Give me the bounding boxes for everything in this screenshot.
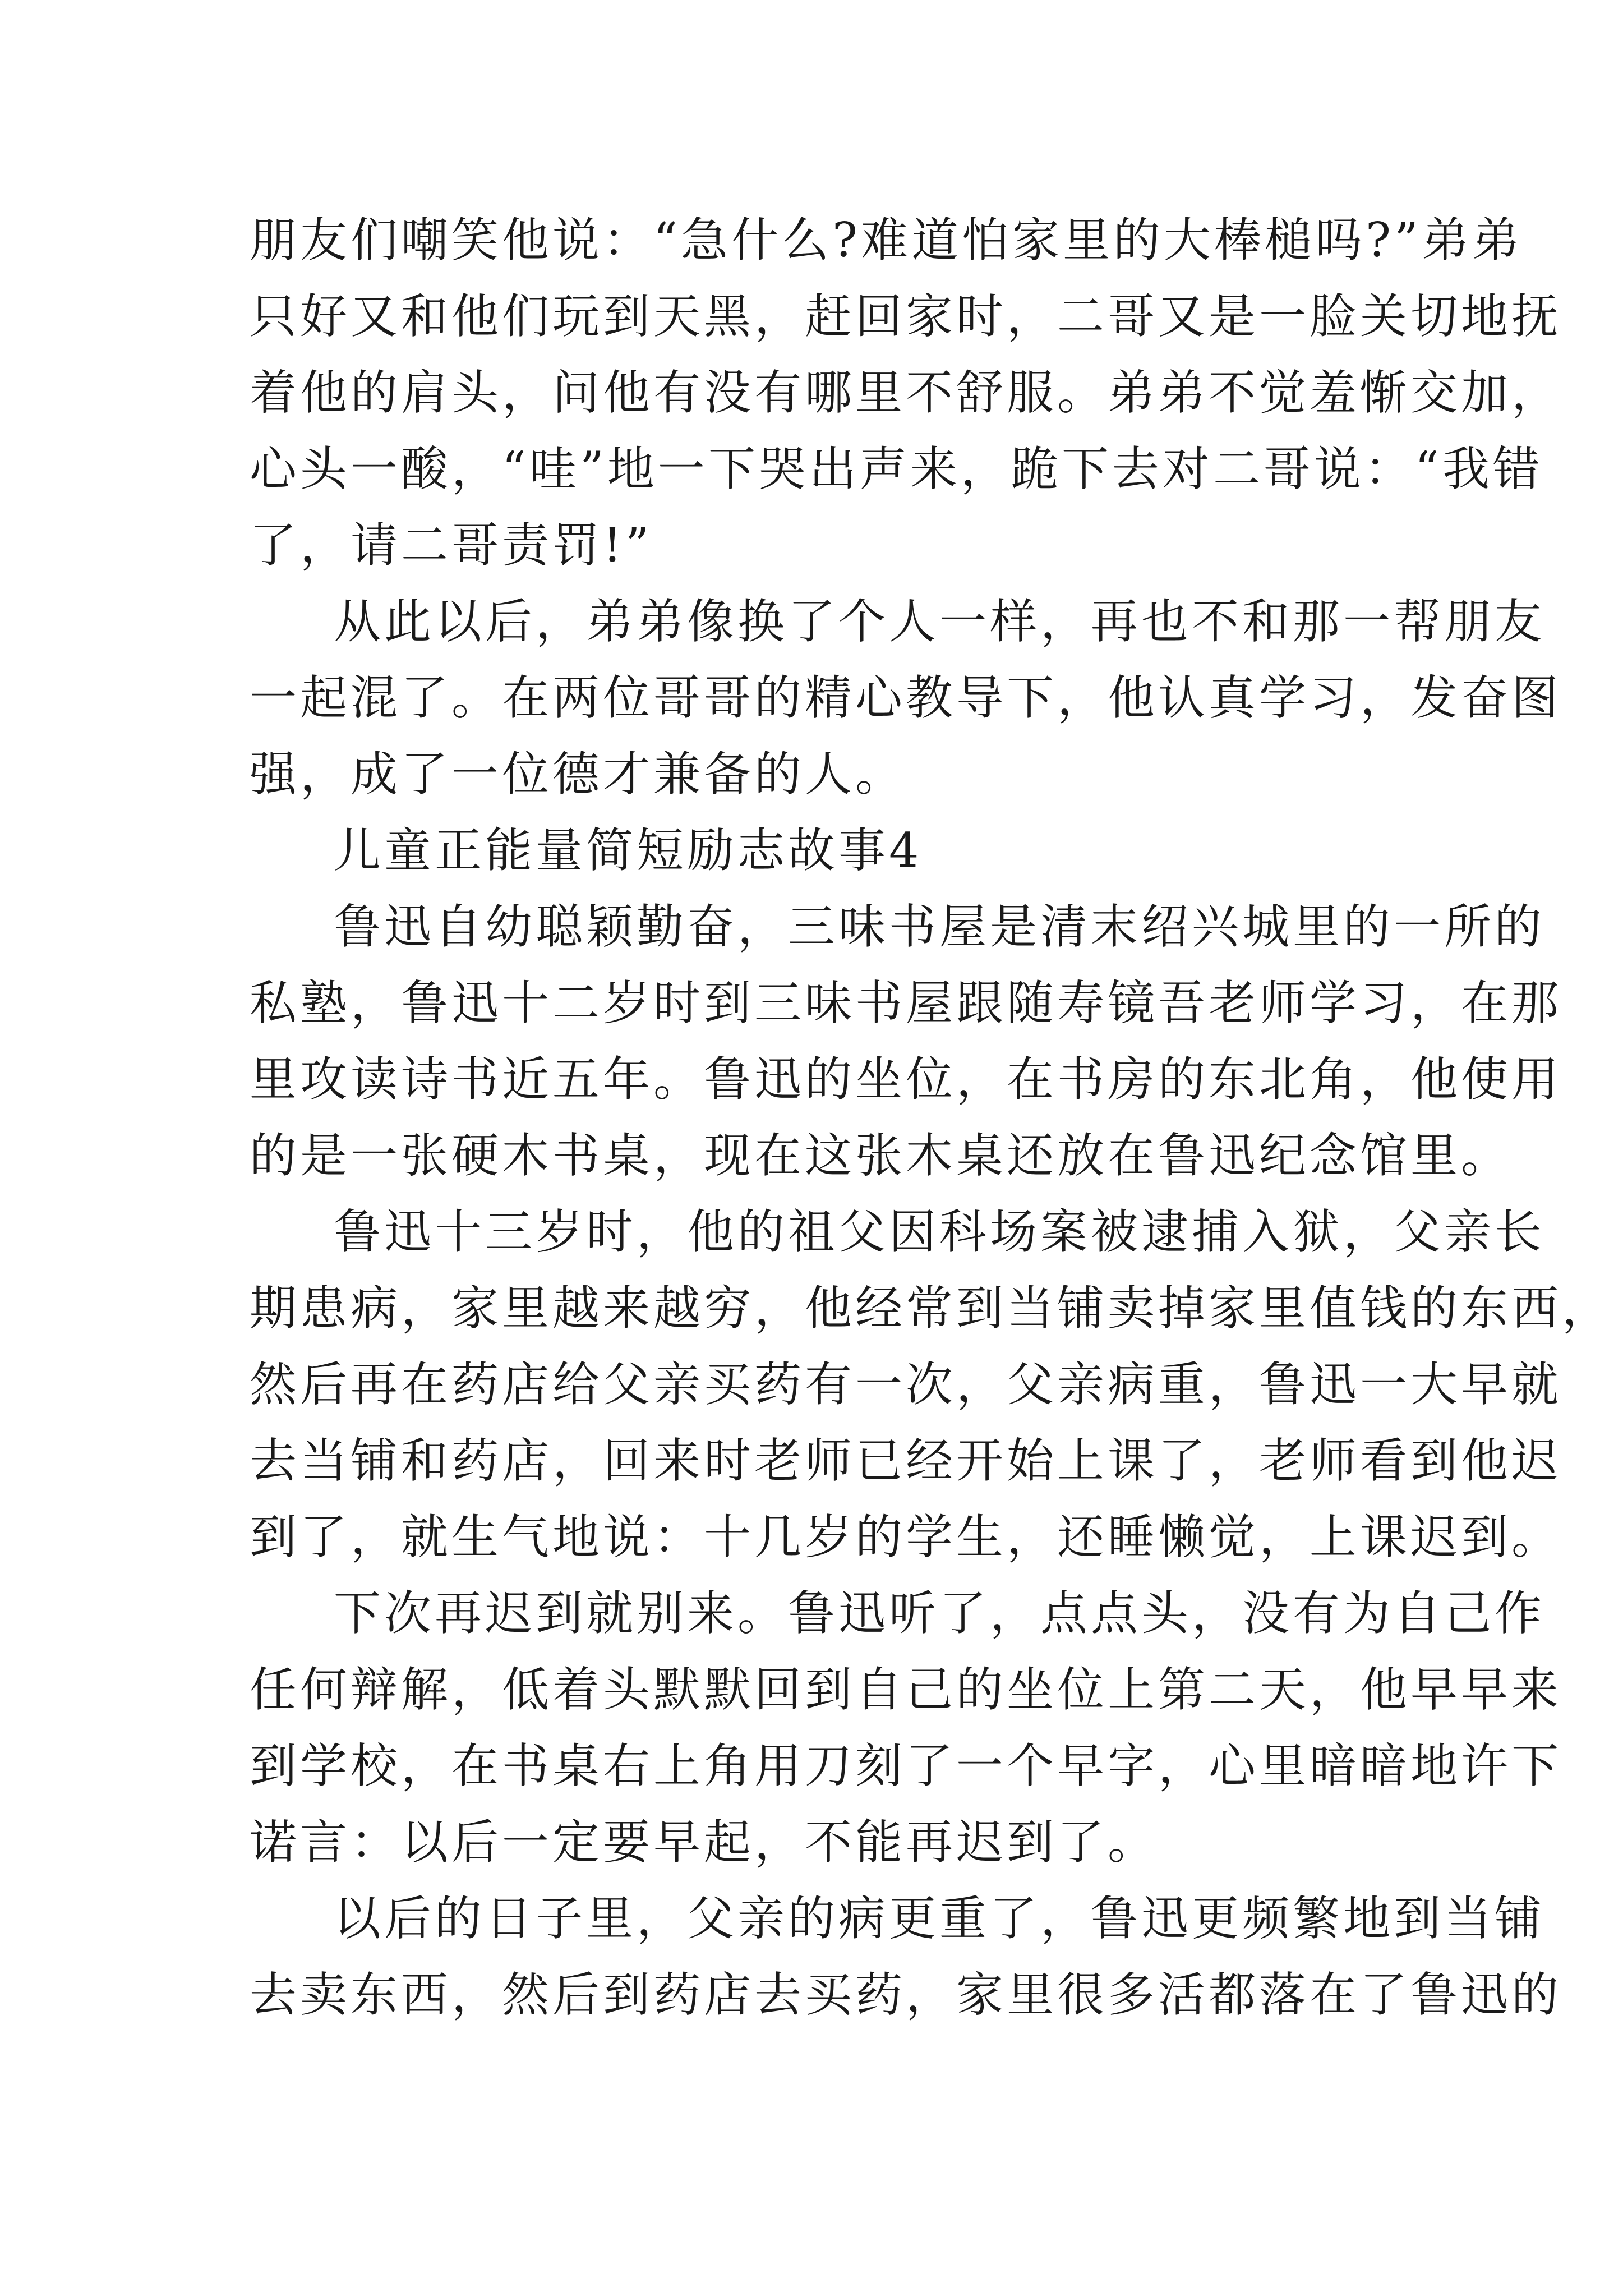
text-line: 任何辩解，低着头默默回到自己的坐位上第二天，他早早来: [250, 1662, 1562, 1717]
paragraph-first-line: 从此以后，弟弟像换了个人一样，再也不和那一帮朋友: [334, 594, 1546, 649]
text-line: 去当铺和药店，回来时老师已经开始上课了，老师看到他迟: [250, 1433, 1562, 1488]
document-body: [250, 202, 1613, 2033]
text-line: 到了，就生气地说：十几岁的学生，还睡懒觉，上课迟到。: [250, 1510, 1562, 1565]
text-line: 朋友们嘲笑他说：“急什么?难道怕家里的大棒槌吗?”弟弟: [250, 213, 1523, 268]
text-line: 私塾，鲁迅十二岁时到三味书屋跟随寿镜吾老师学习，在那: [250, 976, 1562, 1030]
text-line: 里攻读诗书近五年。鲁迅的坐位，在书房的东北角，他使用: [250, 1052, 1562, 1107]
paragraph-first-line: 鲁迅自幼聪颖勤奋，三味书屋是清末绍兴城里的一所的: [334, 899, 1546, 954]
paragraph-first-line: 下次再迟到就别来。鲁迅听了，点点头，没有为自己作: [334, 1586, 1546, 1641]
text-line: 了，请二哥责罚!”: [250, 518, 653, 573]
text-line: 一起混了。在两位哥哥的精心教导下，他认真学习，发奋图: [250, 670, 1562, 725]
text-line: 然后再在药店给父亲买药有一次，父亲病重，鲁迅一大早就: [250, 1357, 1562, 1412]
text-line: 诺言：以后一定要早起，不能再迟到了。: [250, 1815, 1159, 1870]
text-line: 去卖东西，然后到药店去买药，家里很多活都落在了鲁迅的: [250, 1967, 1562, 2022]
text-line: 期患病，家里越来越穷，他经常到当铺卖掉家里值钱的东西，: [250, 1281, 1613, 1336]
text-line: 心头一酸，“哇”地一下哭出声来，跪下去对二哥说：“我错: [250, 441, 1543, 496]
text-line: 到学校，在书桌右上角用刀刻了一个早字，心里暗暗地许下: [250, 1738, 1562, 1793]
paragraph-first-line: 以后的日子里，父亲的病更重了，鲁迅更频繁地到当铺: [334, 1891, 1546, 1946]
paragraph-first-line: 鲁迅十三岁时，他的祖父因科场案被逮捕入狱，父亲长: [334, 1204, 1546, 1259]
text-line: 着他的肩头，问他有没有哪里不舒服。弟弟不觉羞惭交加，: [250, 365, 1562, 420]
text-line: 只好又和他们玩到天黑，赶回家时，二哥又是一脸关切地抚: [250, 289, 1562, 344]
text-line: 强，成了一位德才兼备的人。: [250, 747, 906, 802]
text-line: 的是一张硬木书桌，现在这张木桌还放在鲁迅纪念馆里。: [250, 1128, 1512, 1183]
section-heading: 儿童正能量简短励志故事4: [334, 823, 923, 878]
